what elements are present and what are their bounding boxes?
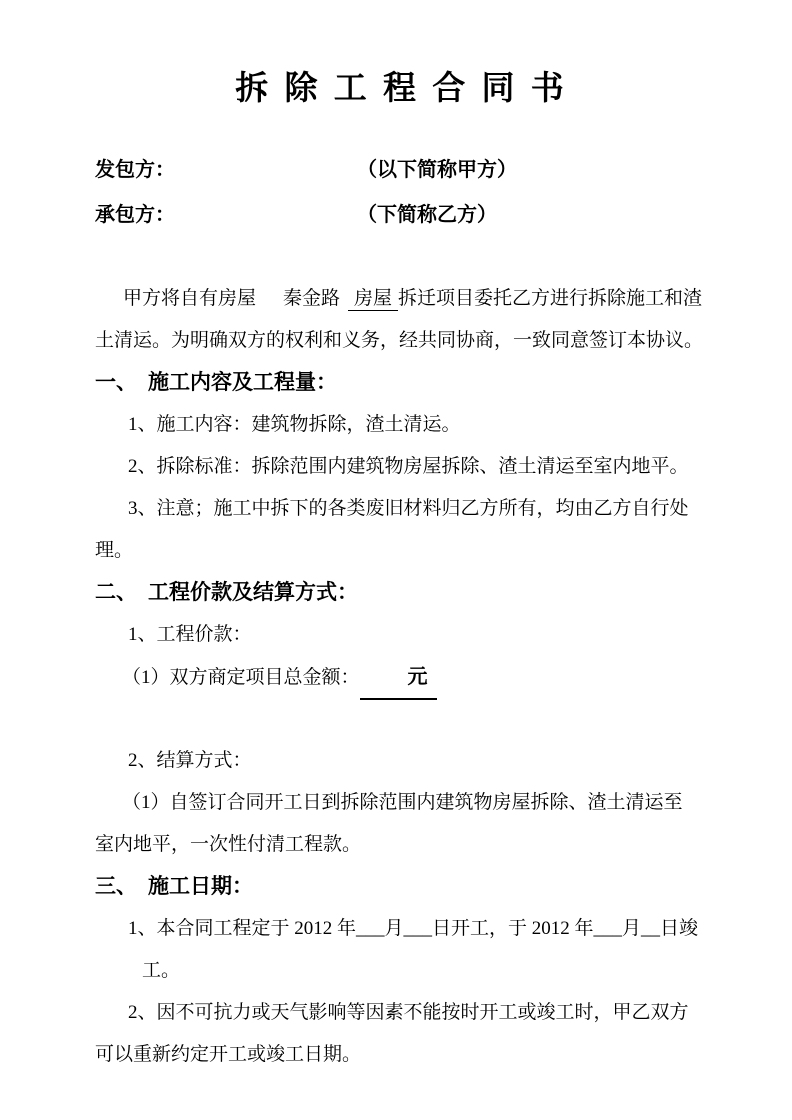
section-1-item-1: 1、施工内容：建筑物拆除，渣土清运。 <box>128 414 461 435</box>
section-3-item-1-line-1: 1、本合同工程定于 2012 年___月___日开工，于 2012 年___月__日竣 <box>128 918 699 939</box>
page-content <box>0 66 792 1076</box>
section-2-amount-line <box>95 656 708 698</box>
contractor-label: 承包方： <box>95 204 175 226</box>
section-2-item-2: 2、结算方式： <box>128 750 252 771</box>
section-2-item-1: 1、工程价款： <box>128 624 252 645</box>
party-row-contractor <box>95 193 708 238</box>
section-2-heading <box>95 572 708 614</box>
employer-label: 发包方： <box>95 159 175 181</box>
section-1-item-3-line-1: 3、注意；施工中拆下的各类废旧材料归乙方所有，均由乙方自行处 <box>128 498 689 519</box>
document-title: 拆 除 工 程 合 同 书 <box>235 71 568 107</box>
section-3-heading <box>95 866 708 908</box>
contractor-note: （下简称乙方） <box>357 204 497 226</box>
intro-underlined-blank: 房屋 <box>348 288 398 311</box>
section-1-item-3-line-2: 理。 <box>95 540 134 561</box>
section-2-number: 二、 <box>95 581 137 604</box>
employer-note: （以下简称甲方） <box>357 159 517 181</box>
section-2-heading-text: 工程价款及结算方式： <box>148 581 358 604</box>
intro-pre: 甲方将自有房屋 <box>123 288 257 309</box>
section-1-heading-text: 施工内容及工程量： <box>148 371 337 394</box>
section-1-item-2: 2、拆除标准：拆除范围内建筑物房屋拆除、渣土清运至室内地平。 <box>128 456 689 477</box>
section-3-item-2-line-1: 2、因不可抗力或天气影响等因素不能按时开工或竣工时，甲乙双方 <box>128 1002 689 1023</box>
section-2-sub-2-line-1: （1）自签订合同开工日到拆除范围内建筑物房屋拆除、渣土清运至 <box>122 792 683 813</box>
section-3-heading-text: 施工日期： <box>148 875 253 898</box>
party-row-employer <box>95 148 708 193</box>
section-3-item-1-line-2: 工。 <box>142 960 181 981</box>
section-3-item-2-line-2: 可以重新约定开工或竣工日期。 <box>95 1044 362 1065</box>
amount-blank-field: 元 <box>360 656 437 700</box>
section-1-heading <box>95 362 708 404</box>
intro-line-2: 土清运。为明确双方的权利和义务，经共同协商，一致同意签订本协议。 <box>95 330 704 351</box>
section-1-number: 一、 <box>95 371 137 394</box>
section-2-sub-2-line-2: 室内地平，一次性付清工程款。 <box>95 834 362 855</box>
intro-line-1 <box>95 278 708 320</box>
spacer-line <box>95 698 708 740</box>
amount-label: （1）双方商定项目总金额： <box>122 667 360 688</box>
contract-body <box>95 278 708 1076</box>
intro-place: 秦金路 <box>283 288 341 309</box>
intro-rest: 拆迁项目委托乙方进行拆除施工和渣 <box>398 288 703 309</box>
section-3-number: 三、 <box>95 875 137 898</box>
parties-block <box>95 148 708 238</box>
